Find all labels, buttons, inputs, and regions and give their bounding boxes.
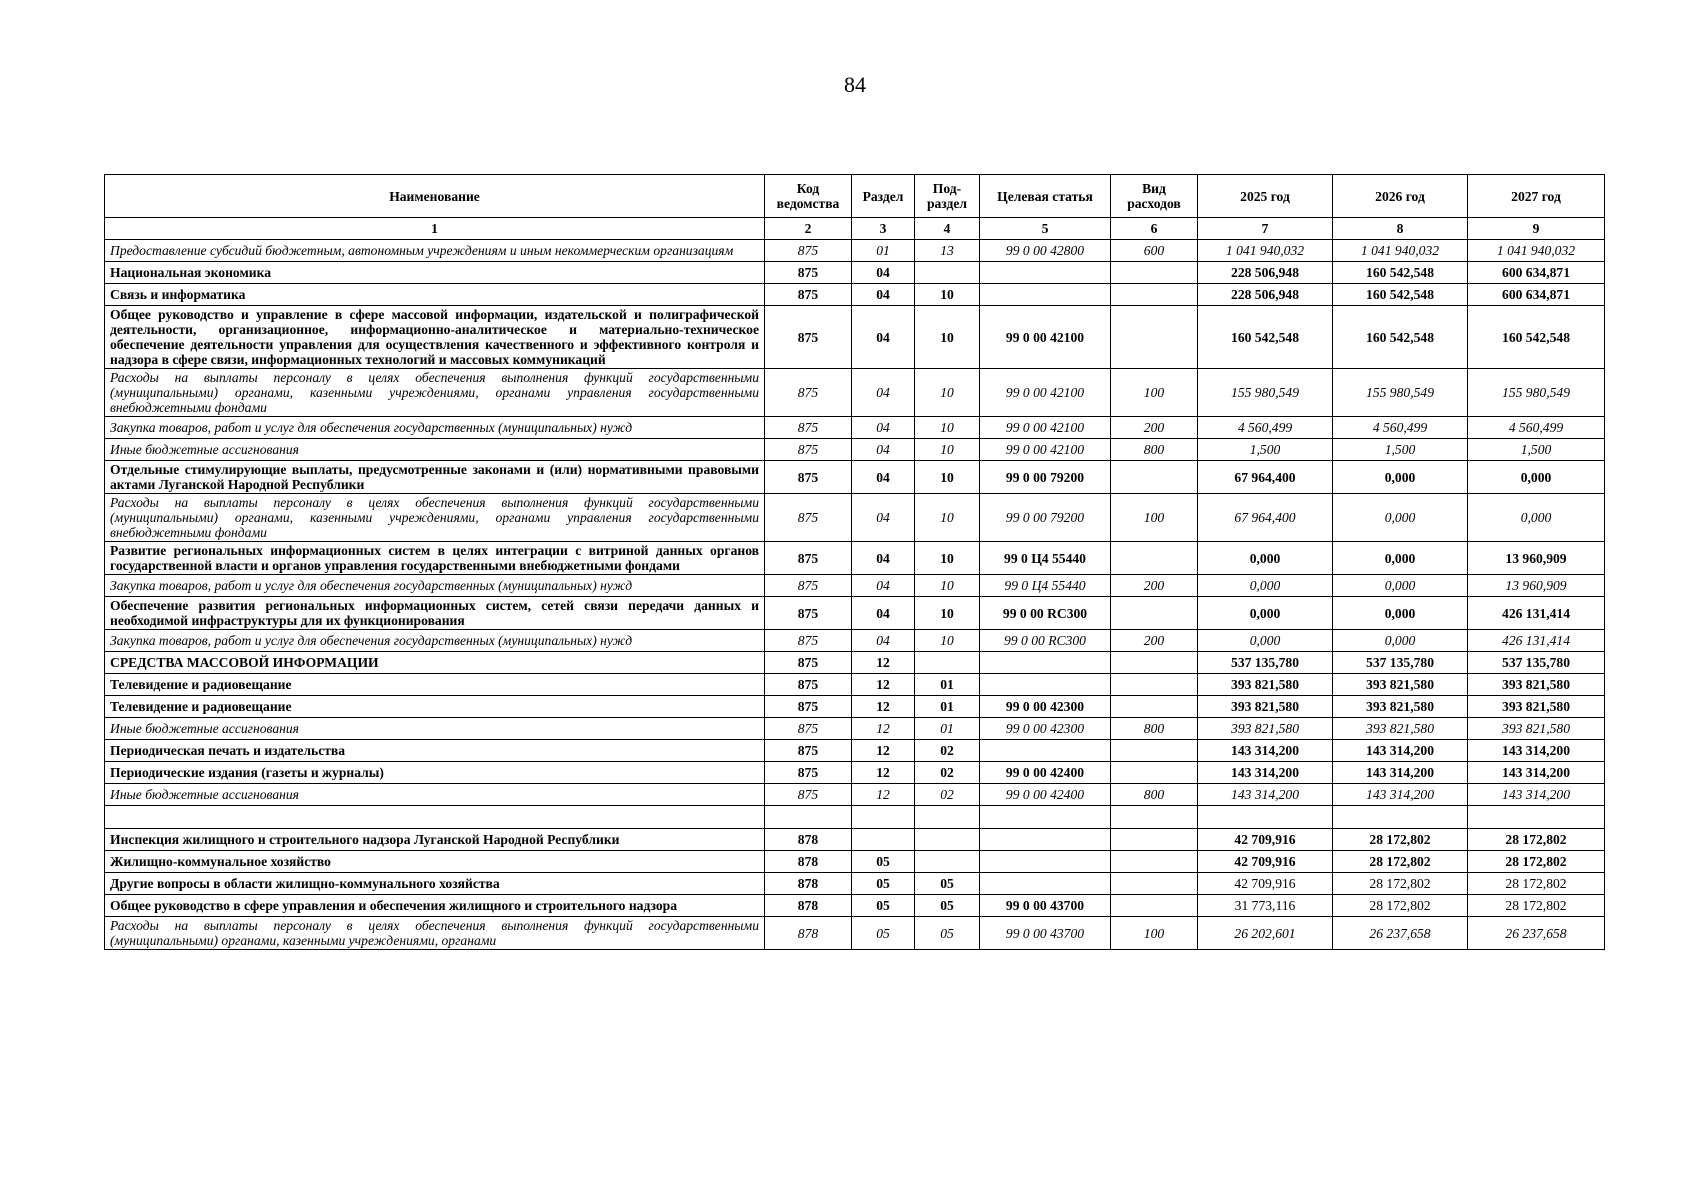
row-value-cell: 143 314,200 — [1333, 740, 1468, 762]
row-value-cell: 04 — [852, 494, 915, 542]
row-value-cell: 875 — [765, 369, 852, 417]
row-value-cell — [1111, 851, 1198, 873]
row-value-cell: 05 — [915, 873, 980, 895]
row-value-cell: 67 964,400 — [1198, 461, 1333, 494]
row-value-cell: 0,000 — [1468, 461, 1605, 494]
row-value-cell: 393 821,580 — [1198, 674, 1333, 696]
row-value-cell: 160 542,548 — [1333, 262, 1468, 284]
row-value-cell: 42 709,916 — [1198, 829, 1333, 851]
row-value-cell: 12 — [852, 762, 915, 784]
row-value-cell: 143 314,200 — [1468, 740, 1605, 762]
row-name-cell: Отдельные стимулирующие выплаты, предусмотренные законами и (или) нормативными правовыми актами Луганской Народной Республики — [105, 461, 765, 494]
row-value-cell: 878 — [765, 851, 852, 873]
row-value-cell — [915, 851, 980, 873]
column-number: 5 — [980, 218, 1111, 240]
row-value-cell: 99 0 00 43700 — [980, 917, 1111, 950]
row-value-cell: 393 821,580 — [1198, 696, 1333, 718]
table-row — [105, 461, 1605, 494]
row-value-cell — [980, 829, 1111, 851]
row-value-cell: 143 314,200 — [1198, 740, 1333, 762]
row-name-cell: Общее руководство в сфере управления и обеспечения жилищного и строительного надзора — [105, 895, 765, 917]
row-value-cell: 100 — [1111, 494, 1198, 542]
column-header: Вид расходов — [1111, 175, 1198, 218]
table-row — [105, 762, 1605, 784]
row-value-cell: 4 560,499 — [1198, 417, 1333, 439]
row-value-cell: 0,000 — [1198, 630, 1333, 652]
row-value-cell: 28 172,802 — [1333, 851, 1468, 873]
row-value-cell: 99 0 Ц4 55440 — [980, 575, 1111, 597]
page-number: 84 — [844, 72, 866, 97]
row-value-cell — [1111, 652, 1198, 674]
column-number: 9 — [1468, 218, 1605, 240]
row-value-cell: 10 — [915, 417, 980, 439]
row-name-cell: Телевидение и радиовещание — [105, 696, 765, 718]
row-value-cell: 1 041 940,032 — [1468, 240, 1605, 262]
column-header: Целевая статья — [980, 175, 1111, 218]
row-value-cell — [852, 829, 915, 851]
row-name-cell: Телевидение и радиовещание — [105, 674, 765, 696]
row-value-cell: 878 — [765, 829, 852, 851]
row-value-cell: 393 821,580 — [1468, 696, 1605, 718]
row-value-cell: 99 0 00 79200 — [980, 461, 1111, 494]
row-value-cell: 4 560,499 — [1333, 417, 1468, 439]
row-value-cell: 875 — [765, 740, 852, 762]
table-row — [105, 652, 1605, 674]
column-header: 2026 год — [1333, 175, 1468, 218]
column-number: 3 — [852, 218, 915, 240]
row-value-cell: 04 — [852, 439, 915, 461]
table-row — [105, 784, 1605, 806]
row-value-cell: 67 964,400 — [1198, 494, 1333, 542]
row-value-cell: 99 0 00 42100 — [980, 369, 1111, 417]
row-value-cell — [980, 873, 1111, 895]
row-value-cell: 28 172,802 — [1468, 873, 1605, 895]
row-value-cell: 01 — [852, 240, 915, 262]
row-value-cell: 04 — [852, 630, 915, 652]
row-value-cell: 160 542,548 — [1468, 306, 1605, 369]
row-value-cell: 875 — [765, 284, 852, 306]
row-name-cell: Связь и информатика — [105, 284, 765, 306]
row-value-cell: 143 314,200 — [1333, 762, 1468, 784]
row-name-cell: СРЕДСТВА МАССОВОЙ ИНФОРМАЦИИ — [105, 652, 765, 674]
table-row — [105, 284, 1605, 306]
row-value-cell: 10 — [915, 542, 980, 575]
row-value-cell: 01 — [915, 674, 980, 696]
row-value-cell: 28 172,802 — [1333, 829, 1468, 851]
row-value-cell — [1111, 262, 1198, 284]
table-row — [105, 369, 1605, 417]
column-number: 8 — [1333, 218, 1468, 240]
row-value-cell: 99 0 00 RC300 — [980, 630, 1111, 652]
row-value-cell: 13 — [915, 240, 980, 262]
row-value-cell: 155 980,549 — [1198, 369, 1333, 417]
table-row — [105, 494, 1605, 542]
row-value-cell: 28 172,802 — [1333, 895, 1468, 917]
table-row — [105, 575, 1605, 597]
row-name-cell: Общее руководство и управление в сфере массовой информации, издательской и полиграфической деятельности, организационное, информационно-аналитическое и материально-техническое обеспечение деятельности управления для осуществления качественного и эффективного контроля и надзора в сфере связи, информационных технологий и массовых коммуникаций — [105, 306, 765, 369]
column-header: Наименование — [105, 175, 765, 218]
column-header: Раздел — [852, 175, 915, 218]
row-value-cell: 228 506,948 — [1198, 284, 1333, 306]
row-value-cell: 99 0 00 42800 — [980, 240, 1111, 262]
row-value-cell: 10 — [915, 439, 980, 461]
row-name-cell: Закупка товаров, работ и услуг для обеспечения государственных (муниципальных) нужд — [105, 630, 765, 652]
row-value-cell: 01 — [915, 718, 980, 740]
row-value-cell: 28 172,802 — [1333, 873, 1468, 895]
row-value-cell — [1111, 740, 1198, 762]
row-value-cell: 426 131,414 — [1468, 630, 1605, 652]
row-value-cell: 875 — [765, 696, 852, 718]
row-value-cell: 99 0 00 42300 — [980, 696, 1111, 718]
row-name-cell: Национальная экономика — [105, 262, 765, 284]
row-value-cell: 05 — [852, 873, 915, 895]
row-value-cell — [980, 806, 1111, 829]
row-value-cell: 12 — [852, 784, 915, 806]
row-value-cell: 160 542,548 — [1198, 306, 1333, 369]
row-value-cell: 13 960,909 — [1468, 575, 1605, 597]
row-value-cell: 143 314,200 — [1198, 762, 1333, 784]
row-value-cell — [1111, 542, 1198, 575]
table-row — [105, 417, 1605, 439]
row-value-cell: 1 041 940,032 — [1333, 240, 1468, 262]
row-value-cell: 13 960,909 — [1468, 542, 1605, 575]
row-value-cell: 04 — [852, 417, 915, 439]
row-value-cell: 0,000 — [1468, 494, 1605, 542]
table-row — [105, 740, 1605, 762]
row-value-cell: 04 — [852, 542, 915, 575]
row-value-cell: 10 — [915, 597, 980, 630]
row-value-cell — [980, 284, 1111, 306]
row-value-cell — [1111, 306, 1198, 369]
row-value-cell: 537 135,780 — [1333, 652, 1468, 674]
column-header: 2027 год — [1468, 175, 1605, 218]
row-value-cell: 12 — [852, 740, 915, 762]
row-value-cell — [1111, 674, 1198, 696]
row-value-cell: 0,000 — [1333, 542, 1468, 575]
row-value-cell: 10 — [915, 575, 980, 597]
row-value-cell: 05 — [852, 917, 915, 950]
row-value-cell: 200 — [1111, 575, 1198, 597]
row-name-cell: Периодические издания (газеты и журналы) — [105, 762, 765, 784]
row-value-cell: 800 — [1111, 784, 1198, 806]
row-value-cell: 1,500 — [1468, 439, 1605, 461]
row-value-cell: 0,000 — [1333, 630, 1468, 652]
row-value-cell: 875 — [765, 240, 852, 262]
row-value-cell: 05 — [915, 917, 980, 950]
column-number: 7 — [1198, 218, 1333, 240]
row-value-cell: 875 — [765, 461, 852, 494]
row-value-cell: 10 — [915, 630, 980, 652]
table-row — [105, 262, 1605, 284]
row-value-cell — [915, 806, 980, 829]
table-row — [105, 696, 1605, 718]
row-value-cell: 04 — [852, 262, 915, 284]
row-value-cell: 0,000 — [1333, 461, 1468, 494]
row-value-cell: 878 — [765, 917, 852, 950]
row-value-cell: 875 — [765, 652, 852, 674]
row-value-cell: 99 0 00 RC300 — [980, 597, 1111, 630]
table-row — [105, 829, 1605, 851]
row-value-cell: 0,000 — [1198, 575, 1333, 597]
table-row — [105, 630, 1605, 652]
row-value-cell: 143 314,200 — [1468, 762, 1605, 784]
row-value-cell: 04 — [852, 597, 915, 630]
row-value-cell: 600 634,871 — [1468, 262, 1605, 284]
row-value-cell — [1468, 806, 1605, 829]
row-value-cell: 04 — [852, 284, 915, 306]
row-value-cell: 100 — [1111, 917, 1198, 950]
row-value-cell: 393 821,580 — [1468, 674, 1605, 696]
row-value-cell: 200 — [1111, 417, 1198, 439]
row-value-cell: 160 542,548 — [1333, 284, 1468, 306]
row-value-cell: 12 — [852, 652, 915, 674]
row-value-cell: 393 821,580 — [1333, 674, 1468, 696]
row-value-cell — [852, 806, 915, 829]
row-value-cell: 99 0 00 79200 — [980, 494, 1111, 542]
row-value-cell — [1333, 806, 1468, 829]
row-value-cell: 04 — [852, 369, 915, 417]
row-value-cell: 99 0 00 42400 — [980, 784, 1111, 806]
row-value-cell: 878 — [765, 895, 852, 917]
row-value-cell: 878 — [765, 873, 852, 895]
row-value-cell: 537 135,780 — [1468, 652, 1605, 674]
row-value-cell — [915, 262, 980, 284]
row-name-cell: Периодическая печать и издательства — [105, 740, 765, 762]
row-value-cell: 100 — [1111, 369, 1198, 417]
table-row — [105, 917, 1605, 950]
row-value-cell — [980, 674, 1111, 696]
row-value-cell: 393 821,580 — [1333, 696, 1468, 718]
row-value-cell: 0,000 — [1333, 494, 1468, 542]
row-value-cell: 875 — [765, 784, 852, 806]
row-name-cell: Иные бюджетные ассигнования — [105, 784, 765, 806]
row-name-cell: Расходы на выплаты персоналу в целях обеспечения выполнения функций государственными (муниципальными) органами, казенными учреждениями, органами управления государственными внебюджетными фондами — [105, 369, 765, 417]
table-row — [105, 439, 1605, 461]
row-value-cell: 875 — [765, 262, 852, 284]
row-value-cell: 42 709,916 — [1198, 873, 1333, 895]
row-value-cell: 228 506,948 — [1198, 262, 1333, 284]
row-value-cell — [980, 740, 1111, 762]
row-value-cell — [915, 652, 980, 674]
row-value-cell: 26 237,658 — [1333, 917, 1468, 950]
row-value-cell: 28 172,802 — [1468, 895, 1605, 917]
row-value-cell: 875 — [765, 494, 852, 542]
row-value-cell — [1111, 597, 1198, 630]
row-value-cell: 1 041 940,032 — [1198, 240, 1333, 262]
row-value-cell: 04 — [852, 575, 915, 597]
row-value-cell: 99 0 00 42100 — [980, 306, 1111, 369]
row-value-cell: 0,000 — [1198, 597, 1333, 630]
table-row — [105, 806, 1605, 829]
row-value-cell: 393 821,580 — [1468, 718, 1605, 740]
row-value-cell: 600 634,871 — [1468, 284, 1605, 306]
row-value-cell — [1111, 806, 1198, 829]
row-value-cell: 02 — [915, 784, 980, 806]
row-value-cell: 1,500 — [1333, 439, 1468, 461]
table-row — [105, 542, 1605, 575]
row-value-cell: 10 — [915, 284, 980, 306]
row-name-cell: Закупка товаров, работ и услуг для обеспечения государственных (муниципальных) нужд — [105, 417, 765, 439]
row-value-cell — [980, 851, 1111, 873]
row-name-cell: Закупка товаров, работ и услуг для обеспечения государственных (муниципальных) нужд — [105, 575, 765, 597]
row-value-cell: 426 131,414 — [1468, 597, 1605, 630]
table-row — [105, 895, 1605, 917]
row-value-cell: 12 — [852, 674, 915, 696]
row-value-cell: 28 172,802 — [1468, 829, 1605, 851]
row-value-cell: 537 135,780 — [1198, 652, 1333, 674]
row-value-cell: 875 — [765, 575, 852, 597]
row-value-cell: 05 — [852, 895, 915, 917]
row-name-cell: Иные бюджетные ассигнования — [105, 439, 765, 461]
row-name-cell: Жилищно-коммунальное хозяйство — [105, 851, 765, 873]
row-value-cell: 875 — [765, 417, 852, 439]
row-name-cell: Иные бюджетные ассигнования — [105, 718, 765, 740]
row-value-cell — [980, 262, 1111, 284]
row-value-cell: 02 — [915, 740, 980, 762]
table-row — [105, 674, 1605, 696]
row-value-cell: 160 542,548 — [1333, 306, 1468, 369]
row-name-cell: Инспекция жилищного и строительного надзора Луганской Народной Республики — [105, 829, 765, 851]
row-value-cell: 12 — [852, 696, 915, 718]
row-value-cell — [1111, 696, 1198, 718]
row-value-cell: 155 980,549 — [1333, 369, 1468, 417]
row-name-cell: Другие вопросы в области жилищно-коммунального хозяйства — [105, 873, 765, 895]
column-number: 2 — [765, 218, 852, 240]
row-name-cell: Расходы на выплаты персоналу в целях обеспечения выполнения функций государственными (муниципальными) органами, казенными учреждениями, органами — [105, 917, 765, 950]
row-value-cell: 875 — [765, 630, 852, 652]
row-value-cell: 10 — [915, 369, 980, 417]
row-value-cell: 10 — [915, 461, 980, 494]
header-row — [105, 175, 1605, 218]
column-header: 2025 год — [1198, 175, 1333, 218]
row-value-cell: 875 — [765, 439, 852, 461]
row-name-cell: Расходы на выплаты персоналу в целях обеспечения выполнения функций государственными (муниципальными) органами, казенными учреждениями, органами управления государственными внебюджетными фондами — [105, 494, 765, 542]
row-value-cell: 1,500 — [1198, 439, 1333, 461]
row-name-cell — [105, 806, 765, 829]
row-value-cell: 04 — [852, 306, 915, 369]
row-value-cell: 10 — [915, 494, 980, 542]
row-value-cell: 42 709,916 — [1198, 851, 1333, 873]
row-value-cell: 0,000 — [1333, 575, 1468, 597]
row-value-cell: 0,000 — [1198, 542, 1333, 575]
row-value-cell: 0,000 — [1333, 597, 1468, 630]
row-name-cell: Обеспечение развития региональных информационных систем, сетей связи передачи данных и необходимой инфраструктуры для их функционирования — [105, 597, 765, 630]
row-value-cell: 875 — [765, 306, 852, 369]
row-value-cell: 04 — [852, 461, 915, 494]
column-header: Под-раздел — [915, 175, 980, 218]
row-value-cell: 99 0 00 42100 — [980, 417, 1111, 439]
row-value-cell: 99 0 00 42100 — [980, 439, 1111, 461]
row-value-cell — [1111, 762, 1198, 784]
row-value-cell: 875 — [765, 674, 852, 696]
row-value-cell: 143 314,200 — [1198, 784, 1333, 806]
table-row — [105, 597, 1605, 630]
column-number-row — [105, 218, 1605, 240]
row-value-cell: 200 — [1111, 630, 1198, 652]
table-row — [105, 873, 1605, 895]
table-row — [105, 240, 1605, 262]
row-value-cell: 28 172,802 — [1468, 851, 1605, 873]
row-value-cell: 10 — [915, 306, 980, 369]
row-value-cell: 4 560,499 — [1468, 417, 1605, 439]
row-value-cell: 99 0 00 43700 — [980, 895, 1111, 917]
column-header: Код ведомства — [765, 175, 852, 218]
row-value-cell — [1111, 284, 1198, 306]
row-value-cell: 143 314,200 — [1468, 784, 1605, 806]
row-name-cell: Развитие региональных информационных систем в целях интеграции с витриной данных органов государственной власти и органов управления государственными внебюджетными фондами — [105, 542, 765, 575]
row-value-cell: 12 — [852, 718, 915, 740]
row-value-cell: 393 821,580 — [1198, 718, 1333, 740]
row-value-cell: 155 980,549 — [1468, 369, 1605, 417]
table-row — [105, 718, 1605, 740]
row-value-cell — [765, 806, 852, 829]
row-name-cell: Предоставление субсидий бюджетным, автономным учреждениям и иным некоммерческим организациям — [105, 240, 765, 262]
row-value-cell — [1111, 461, 1198, 494]
column-number: 4 — [915, 218, 980, 240]
row-value-cell: 875 — [765, 542, 852, 575]
row-value-cell: 26 237,658 — [1468, 917, 1605, 950]
row-value-cell: 99 0 00 42300 — [980, 718, 1111, 740]
row-value-cell — [1111, 895, 1198, 917]
row-value-cell: 02 — [915, 762, 980, 784]
row-value-cell: 875 — [765, 718, 852, 740]
row-value-cell: 143 314,200 — [1333, 784, 1468, 806]
row-value-cell: 26 202,601 — [1198, 917, 1333, 950]
row-value-cell: 393 821,580 — [1333, 718, 1468, 740]
table-row — [105, 306, 1605, 369]
row-value-cell: 875 — [765, 762, 852, 784]
row-value-cell — [1111, 873, 1198, 895]
row-value-cell: 99 0 Ц4 55440 — [980, 542, 1111, 575]
row-value-cell: 800 — [1111, 718, 1198, 740]
budget-table — [104, 174, 1605, 950]
row-value-cell — [1111, 829, 1198, 851]
column-number: 6 — [1111, 218, 1198, 240]
row-value-cell — [1198, 806, 1333, 829]
row-value-cell: 01 — [915, 696, 980, 718]
row-value-cell: 05 — [852, 851, 915, 873]
row-value-cell: 800 — [1111, 439, 1198, 461]
row-value-cell: 05 — [915, 895, 980, 917]
row-value-cell: 31 773,116 — [1198, 895, 1333, 917]
table-body — [105, 240, 1605, 950]
row-value-cell: 600 — [1111, 240, 1198, 262]
table-row — [105, 851, 1605, 873]
row-value-cell: 99 0 00 42400 — [980, 762, 1111, 784]
row-value-cell — [980, 652, 1111, 674]
column-number: 1 — [105, 218, 765, 240]
row-value-cell: 875 — [765, 597, 852, 630]
row-value-cell — [915, 829, 980, 851]
